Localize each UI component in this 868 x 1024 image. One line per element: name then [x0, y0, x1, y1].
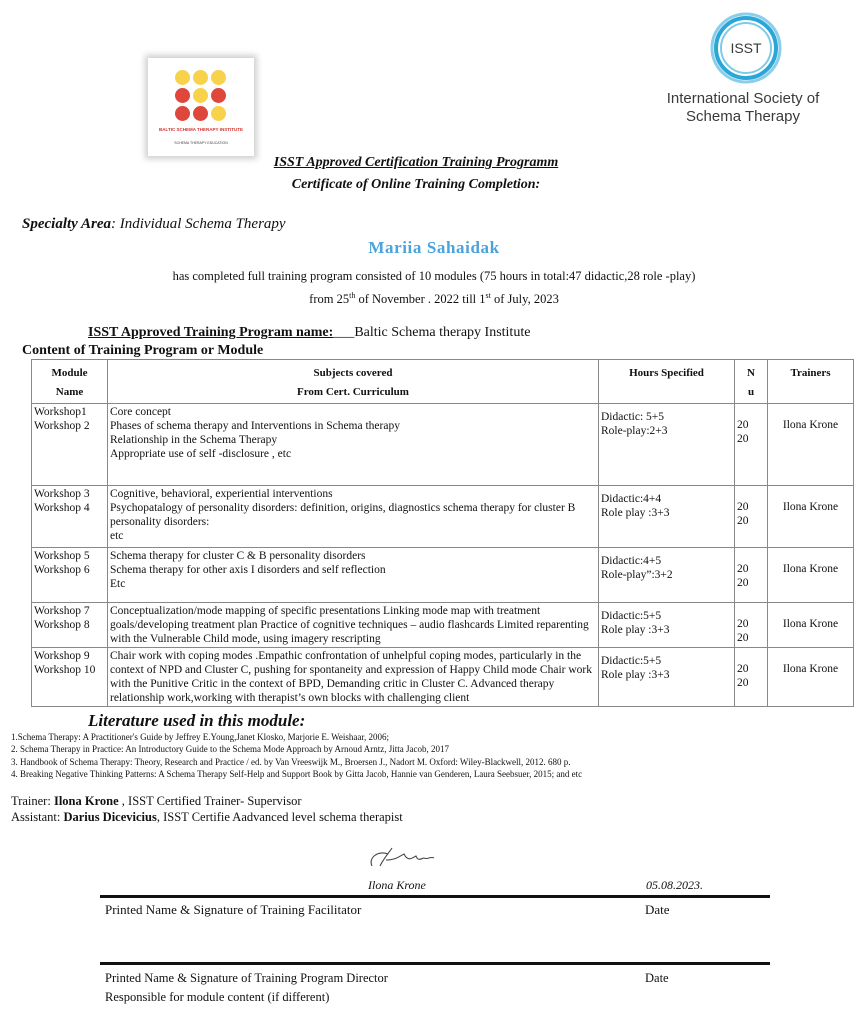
number-value: 20 — [737, 433, 749, 445]
assistant-name: Darius Dicevicius — [63, 810, 157, 824]
literature-list — [11, 731, 582, 780]
subject-item: Cognitive, behavioral, experiential interventions — [110, 488, 333, 500]
module-name: Workshop 4 — [34, 502, 90, 514]
hours-cell — [599, 603, 735, 648]
director-signature-label: Printed Name & Signature of Training Program Director — [105, 971, 388, 985]
modules-table — [31, 359, 854, 707]
isst-name-line1: International Society of — [666, 90, 820, 107]
table-header-row — [32, 360, 854, 404]
subjects-cell — [108, 603, 599, 648]
isst-logo-abbr: ISST — [730, 40, 762, 56]
logo-dot — [193, 106, 208, 121]
table-row — [32, 486, 854, 548]
specialty-label: Specialty Area — [22, 216, 112, 232]
hours-item: Didactic:4+4 — [601, 493, 662, 505]
isst-logo-name — [648, 90, 838, 126]
isst-name-line2: Schema Therapy — [686, 108, 800, 125]
period-from-sup: th — [349, 291, 356, 300]
hours-cell — [599, 404, 735, 486]
hours-cell — [599, 548, 735, 603]
trainer-role: , ISST Certified Trainer- Supervisor — [118, 794, 302, 808]
module-name: Workshop 6 — [34, 564, 90, 576]
facilitator-date-label: Date — [645, 902, 670, 917]
number-value: 20 — [737, 632, 749, 644]
number-value: 20 — [737, 515, 749, 527]
trainer-cell — [768, 603, 854, 648]
trainer-label: Trainer: — [11, 794, 54, 808]
module-name: Workshop 10 — [34, 664, 96, 676]
trainer-cell — [768, 404, 854, 486]
director-date-label: Date — [645, 971, 669, 985]
subject-item: Chair work with coping modes .Empathic confrontation of unhelpful coping modes, particularly in the context of NPD and Cluster C, pushing for spontaneity and expression of Happy Child mode Chair work with the Punitive Critic in the context of BPD, Demanding critic in Cluster C. Advanced therapy relationship work,working with therapist’s own blocks with challenging client — [110, 650, 592, 704]
trainer-name: Ilona Krone — [782, 501, 839, 513]
facilitator-date: 05.08.2023. — [646, 878, 703, 892]
subject-item: Etc — [110, 578, 126, 590]
header-subjects-line1: Subjects covered — [313, 367, 393, 379]
logo-dot — [175, 88, 190, 103]
trainer-name: Ilona Krone — [782, 563, 839, 575]
facilitator-name: Ilona Krone — [368, 878, 426, 892]
hours-item: Role play :3+3 — [601, 507, 670, 519]
baltic-logo-tagline: SCHEMA THERAPY EDUCATION — [174, 141, 228, 145]
subject-item: Schema therapy for other axis I disorders and self reflection — [110, 564, 386, 576]
header-number-line1: N — [747, 367, 755, 379]
subject-item: Relationship in the Schema Therapy — [110, 434, 278, 446]
assistant-role: , ISST Certifie Aadvanced level schema therapist — [156, 810, 403, 824]
responsible-label: Responsible for module content (if different) — [105, 990, 330, 1004]
table-row — [32, 648, 854, 707]
module-name: Workshop 2 — [34, 420, 90, 432]
table-row — [32, 548, 854, 603]
baltic-institute-logo — [148, 58, 254, 156]
assistant-line — [11, 810, 403, 825]
program-label: ISST Approved Training Program name: — [88, 325, 334, 340]
signature-line-director — [100, 962, 770, 965]
subject-item: Appropriate use of self -disclosure , etc — [110, 448, 292, 460]
module-name: Workshop 3 — [34, 488, 90, 500]
module-name: Workshop 7 — [34, 605, 90, 617]
subject-item: Conceptualization/mode mapping of specific presentations Linking mode map with treatment goals/developing treatment plan Practice of cognitive techniques – audio flashcards Limited reparenting with the Vulnerable Child mode, using imagery rescripting — [110, 605, 589, 645]
number-cell — [735, 404, 768, 486]
number-cell — [735, 548, 768, 603]
signature-line-facilitator — [100, 895, 770, 898]
module-name-cell — [32, 486, 108, 548]
training-period — [0, 291, 868, 307]
logo-dot — [211, 88, 226, 103]
module-name-cell — [32, 404, 108, 486]
hours-item: Role-play:2+3 — [601, 425, 668, 437]
logo-dot — [193, 70, 208, 85]
hours-cell — [599, 648, 735, 707]
literature-item: 1.Schema Therapy: A Practitioner's Guide by Jeffrey E.Young,Janet Klosko, Marjorie E. Weishaar, 2006; — [11, 732, 390, 742]
literature-item: 3. Handbook of Schema Therapy: Theory, Research and Practice / ed. by Van Vreeswijk M., Broersen J., Nadort M. Oxford: Wiley-Blackwell, 2012. 680 p. — [11, 756, 571, 767]
completion-statement: has completed full training program consisted of 10 modules (75 hours in total:47 didactic,28 role -play) — [172, 269, 696, 283]
number-value: 20 — [737, 563, 749, 575]
trainer-name: Ilona Krone — [53, 794, 119, 808]
trainer-cell — [768, 648, 854, 707]
logo-dot — [175, 106, 190, 121]
hours-item: Didactic: 5+5 — [601, 411, 665, 423]
baltic-logo-name: BALTIC SCHEMA THERAPY INSTITUTE — [159, 127, 243, 132]
trainer-cell — [768, 548, 854, 603]
isst-logo-emblem — [706, 10, 786, 90]
period-end: of July, 2023 — [490, 292, 559, 307]
subject-item: Schema therapy for cluster C & B personality disorders — [110, 550, 366, 562]
number-value: 20 — [737, 677, 749, 689]
period-middle: of November . 2022 till 1 — [355, 292, 486, 307]
recipient-name: Mariia Sahaidak — [368, 238, 500, 257]
header-trainers — [768, 360, 854, 404]
program-value: Baltic Schema therapy Institute — [354, 325, 531, 340]
header-module-line2: Name — [55, 386, 84, 398]
number-value: 20 — [737, 419, 749, 431]
hours-item: Role play :3+3 — [601, 669, 670, 681]
header-subjects-line2: From Cert. Curriculum — [297, 386, 409, 398]
period-till-sup: st — [485, 291, 491, 300]
literature-heading: Literature used in this module: — [88, 711, 306, 730]
assistant-label: Assistant: — [11, 810, 64, 824]
number-cell — [735, 603, 768, 648]
subject-item: Psychopatalogy of personality disorders: definition, origins, diagnostics schema therapy for cluster B personality disorders: — [110, 502, 576, 528]
number-cell — [735, 486, 768, 548]
specialty-value: : Individual Schema Therapy — [111, 216, 286, 232]
subjects-cell — [108, 404, 599, 486]
module-name-cell — [32, 648, 108, 707]
number-value: 20 — [737, 663, 749, 675]
header-module-line1: Module — [51, 367, 88, 379]
subjects-cell — [108, 548, 599, 603]
module-name: Workshop 9 — [34, 650, 90, 662]
subject-item: Phases of schema therapy and Interventions in Schema therapy — [110, 420, 400, 432]
trainer-name: Ilona Krone — [782, 419, 839, 431]
table-row — [32, 603, 854, 648]
hours-item: Didactic:5+5 — [601, 610, 662, 622]
module-name: Workshop1 — [34, 406, 87, 418]
hours-item: Didactic:4+5 — [601, 555, 662, 567]
header-module — [32, 360, 108, 404]
handwritten-signature — [366, 844, 438, 874]
trainer-cell — [768, 486, 854, 548]
program-filler: ___ — [333, 325, 355, 340]
logo-dot — [211, 70, 226, 85]
number-value: 20 — [737, 501, 749, 513]
module-name: Workshop 5 — [34, 550, 90, 562]
number-value: 20 — [737, 577, 749, 589]
logo-dot — [193, 88, 208, 103]
hours-cell — [599, 486, 735, 548]
number-value: 20 — [737, 618, 749, 630]
number-cell — [735, 648, 768, 707]
subjects-cell — [108, 486, 599, 548]
facilitator-signature-label: Printed Name & Signature of Training Facilitator — [105, 902, 362, 917]
header-hours-label: Hours Specified — [629, 367, 704, 379]
trainer-name: Ilona Krone — [782, 618, 839, 630]
module-name-cell — [32, 603, 108, 648]
header-subjects — [108, 360, 599, 404]
header-number-line2: u — [747, 386, 755, 398]
trainer-name: Ilona Krone — [782, 663, 839, 675]
certificate-title: ISST Approved Certification Training Programm — [273, 155, 559, 170]
table-row — [32, 404, 854, 486]
subjects-cell — [108, 648, 599, 707]
certificate-subtitle: Certificate of Online Training Completion: — [291, 177, 541, 192]
literature-item: 2. Schema Therapy in Practice: An Introductory Guide to the Schema Mode Approach by Arnoud Arntz, Jitta Jacob, 2017 — [11, 744, 449, 755]
hours-item: Role-play”:3+2 — [601, 569, 673, 581]
module-name: Workshop 8 — [34, 619, 90, 631]
subject-item: etc — [110, 530, 124, 542]
content-heading: Content of Training Program or Module — [22, 343, 264, 358]
logo-dot — [175, 70, 190, 85]
hours-item: Didactic:5+5 — [601, 655, 662, 667]
subject-item: Core concept — [110, 406, 171, 418]
header-trainers-label: Trainers — [790, 367, 831, 379]
logo-dot — [211, 106, 226, 121]
period-from: from 25 — [309, 292, 350, 307]
specialty-area — [22, 216, 286, 233]
hours-item: Role play :3+3 — [601, 624, 670, 636]
program-name-line — [88, 325, 530, 341]
header-number — [735, 360, 768, 404]
header-hours — [599, 360, 735, 404]
literature-item: 4. Breaking Negative Thinking Patterns: A Schema Therapy Self-Help and Support Book by Gitta Jacob, Hannie van Genderen, Laura Seebsuer, 2015; and etc — [11, 768, 583, 779]
module-name-cell — [32, 548, 108, 603]
trainer-line — [11, 794, 302, 809]
